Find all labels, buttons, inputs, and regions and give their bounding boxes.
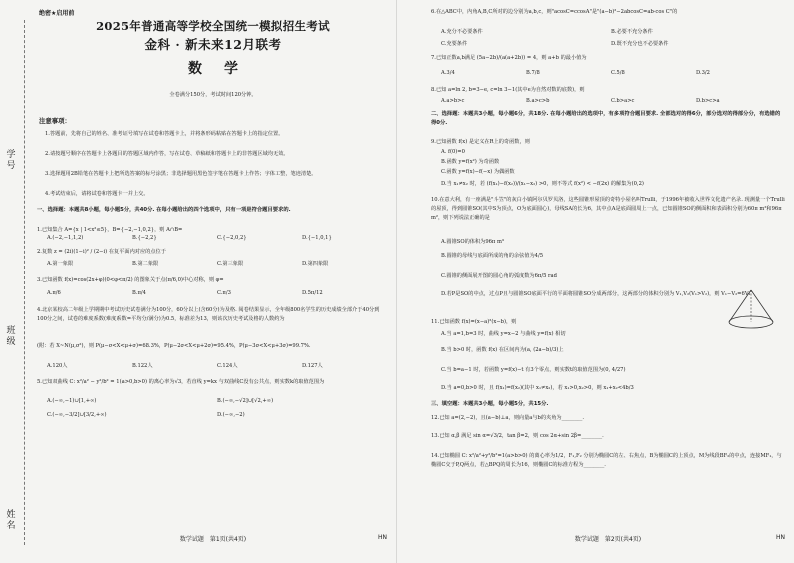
option-c: C.充要条件: [441, 41, 468, 47]
option-d: D.5π/12: [302, 290, 323, 296]
section-1-heading: 一、选择题：本题共8小题，每小题5分，共40分. 在每小题给出的四个选项中，只有一项是符合题目要求的.: [37, 207, 291, 213]
note-item: 2.请按题号顺序在答题卡上各题目的答题区域内作答，写在试卷、草稿纸和答题卡上的非答题区域均无效。: [45, 151, 289, 157]
option-d: D.127人: [302, 363, 323, 369]
option-c: C.5/8: [611, 70, 625, 76]
option-b: B.122人: [132, 363, 153, 369]
question-9-option-c: C.函数 y=f(x)−f(−x) 为偶函数: [441, 169, 515, 175]
option-b: B.a>c>b: [526, 98, 550, 104]
question-6-stem: 6.在△ABC中，内角A,B,C所对的边分别为a,b,c，则"acosC=ccosA"是"(a−b)²−2abcosC=ab·cos C"的: [431, 9, 678, 15]
left-page-footer: 数学试题 第1页(共4页): [179, 536, 247, 543]
option-b: B.7/8: [526, 70, 540, 76]
right-content: [429, 0, 787, 563]
option-a: A.120人: [47, 363, 68, 369]
option-a: A.π/6: [47, 290, 61, 296]
question-4-stem: 4.北京某校高二年级上学期期中考试历史试卷满分为100分，60分以上(含60分)为及格. 阅卷结果显示，全年级800名学生的历史成绩全部介于40分到100分之间，试卷的难度系数(难度系数=平均分/满分)为0.5，标准差为13，则该次历史考试及格的人数约为: [37, 307, 380, 322]
note-item: 4.考试结束后，请将试卷和答题卡一并上交。: [45, 191, 149, 197]
question-11-option-d: D.当 a=0,b>0 时，且 f(x₁)=f(x₂)(其中 x₁≠x₂)，若 x₁>0,x₂>0，则 x₁+x₂<4b/3: [441, 385, 634, 391]
exam-title: 2025年普通高等学校全国统一模拟招生考试: [96, 19, 330, 33]
seal-line: [24, 20, 25, 545]
question-3-stem: 3.已知函数 f(x)=cos(2x+φ)(0<φ<π/2) 的图象关于点(π/6,0)中心对称，则 φ=: [37, 277, 224, 283]
question-10-option-d: D.若P是SO的中点，过点P且与圆锥SO底面平行的平面将圆锥SO分成两部分，这两部分的体积分别为 V₁,V₂(V₁>V₂)，则 V₁−V₂=6V₁: [441, 291, 751, 297]
side-label-student-id: 学号: [6, 150, 16, 171]
question-14: 14.已知椭圆 C: x²/a²+y²/b²=1(a>b>0) 的离心率为1/2，F₁,F₂ 分别为椭圆C的左、右焦点，B为椭圆C的上顶点，M为线段BF₂的中点，连接MF₁，与椭圆C交于P,Q两点，若△BPQ的周长为16，则椭圆C的标准方程为________.: [431, 453, 782, 468]
option-c: C.π/3: [217, 290, 231, 296]
question-11-stem: 11.已知函数 f(x)=(x−a)²(x−b)，则: [431, 319, 517, 325]
question-8-stem: 8.已知 a=ln 2, b=3−e, c=ln 3−1(其中e为自然对数的底数)，则: [431, 87, 585, 93]
question-5-options-row1: [47, 398, 387, 407]
option-b: B.(−∞,−√2]∪[√2,+∞): [217, 398, 274, 404]
question-1-options: [47, 235, 387, 244]
option-b: B.第二象限: [132, 261, 159, 267]
side-label-class: 班级: [6, 326, 16, 347]
question-7-options: [441, 70, 781, 79]
question-13: 13.已知 α,β 满足 sin α=√3/2，tan β=2，则 cos 2α+sin 2β=________.: [431, 433, 604, 439]
option-d: D.3/2: [696, 70, 710, 76]
option-a: A.3/4: [441, 70, 455, 76]
note-item: 3.选择题用2B铅笔在答题卡上把所选答案的标号涂黑；非选择题用黑色签字笔在答题卡上作答；字体工整，笔迹清楚。: [45, 171, 317, 177]
question-1-stem: 1.已知集合 A={x | 1<x²≤5}，B={−2,−1,0,2}，则 A∩B=: [37, 227, 183, 233]
question-12: 12.已知 a=(2,−2)，且(a−b)⊥a，则向量a与b的夹角为________.: [431, 415, 585, 421]
left-page-code: HN: [378, 534, 387, 541]
question-7-stem: 7.已知正数a,b满足 (5a−2b)/(a(a+2b)) = 4，则 a+b 的最小值为: [431, 55, 587, 61]
question-9-option-d: D.当 x₁≠x₂ 时，若 (f(x₁)−f(x₂))/(x₁−x₂) >0，则不等式 f(x²) < −f(2x) 的解集为(0,2): [441, 181, 644, 187]
binding-strip: [0, 0, 30, 563]
question-2-stem: 2.复数 z = (2i)(1−i)² / (2−i) 在复平面内对应的点位于: [37, 249, 166, 255]
exam-subtitle: 金科 · 新未来12月联考: [144, 37, 282, 52]
section-3-heading: 三、填空题：本题共3小题，每小题5分，共15分.: [431, 401, 549, 407]
exam-meta: 全卷满分150分，考试时间120分钟。: [169, 92, 257, 98]
option-c: C.b>a>c: [611, 98, 635, 104]
question-10-option-b: B.圆锥的母线与底面所成的角的余弦值为4/5: [441, 253, 543, 259]
question-9-option-a: A. f(0)=0: [441, 149, 465, 155]
question-5-stem: 5.已知双曲线 C: x²/a² − y²/b² = 1(a>0,b>0) 的离心率为√3，若直线 y=kx 与双曲线C没有公共点，则实数k的取值范围为: [37, 379, 325, 385]
option-a: A.a>b>c: [441, 98, 465, 104]
right-page-footer: 数学试题 第2页(共4页): [574, 536, 642, 543]
question-11-option-a: A.当 a=1,b=3 时，曲线 y=x−2 与曲线 y=f(x) 相切: [441, 331, 566, 337]
note-item: 1.答题前，先将自己的姓名、准考证号填写在试卷和答题卡上，并将条形码粘贴在答题卡上的指定位置。: [45, 131, 284, 137]
question-3-options: [47, 290, 387, 299]
option-a: A.(−∞,−1)∪[1,+∞): [47, 398, 97, 404]
question-6-options-row2: [441, 40, 781, 49]
question-4-appendix: (附：若 X~N(μ,σ²)，则 P(μ−σ<X<μ+σ)=68.3%，P(μ−2σ<X<μ+2σ)=95.4%，P(μ−3σ<X<μ+3σ)=99.7%.: [37, 343, 311, 349]
option-d: D.(−∞,−2): [217, 412, 245, 418]
question-2-options: [47, 260, 387, 269]
option-b: B.π/4: [132, 290, 146, 296]
question-10-option-a: A.圆锥SO的体积为96π m³: [441, 239, 504, 245]
question-9-option-b: B.函数 y=f(x²) 为奇函数: [441, 159, 500, 165]
question-8-options: [441, 98, 781, 107]
option-d: D.既不充分也不必要条件: [611, 41, 669, 47]
option-a: A.第一象限: [47, 261, 74, 267]
subject-title: 数学: [188, 61, 260, 77]
question-11-option-c: C.当 b=a−1 时，若函数 y=f(x)−t 有3个零点，则实数t的取值范围为(0, 4/27): [441, 367, 626, 373]
right-page-code: HN: [776, 534, 785, 541]
option-c: C.(−∞,−3/2]∪[3/2,+∞): [47, 412, 107, 418]
page-right: [397, 0, 794, 563]
option-d: D.第四象限: [302, 261, 329, 267]
option-a: A.(−2,−1,1,2): [47, 235, 84, 241]
option-c: C.124人: [217, 363, 238, 369]
question-5-options-row2: [47, 412, 387, 421]
question-11-option-b: B.当 b>0 时，函数 f(x) 在区间内为(a, (2a−b)/3)上: [441, 347, 564, 353]
option-b: B.必要不充分条件: [611, 29, 653, 35]
option-c: C.第三象限: [217, 261, 244, 267]
option-d: D.{−1,0,1}: [302, 235, 332, 241]
notes-title: 注意事项：: [39, 117, 71, 125]
question-10-stem: 10.在意大利，有一座满是"斗笠"的灰白小镇阿尔贝罗贝洛，这些圆锥形屋顶的奇特小屋名叫Trulli，于1996年被收入世界文化遗产名录. 现测量一个Trulli的屋顶，得到圆锥SO(其中S为顶点，O为底面圆心)，母线SA的长为6，其中点A是底面圆周上一点，已知圆锥SO的侧面积和表面积分别为60π m²和96π m²，则下列说法正确的是: [431, 197, 785, 221]
question-4-options: [47, 362, 387, 371]
side-label-name: 姓名: [6, 510, 16, 531]
question-10-option-c: C.圆锥的侧面展开图的圆心角的弧度数为6π/5 rad: [441, 273, 557, 279]
question-6-options-row1: [441, 28, 781, 37]
left-content: [35, 0, 391, 563]
secret-label: 绝密★启用前: [39, 10, 75, 17]
option-b: B.{−2,2}: [132, 235, 157, 241]
question-9-stem: 9.已知函数 f(x) 是定义在R上的奇函数，则: [431, 139, 530, 145]
section-2-heading: 二、选择题：本题共3小题，每小题6分，共18分. 在每小题给出的选项中，有多项符合题目要求. 全部选对的得6分，部分选对的得部分分，有选错的得0分.: [431, 111, 781, 126]
option-d: D.b>c>a: [696, 98, 720, 104]
option-c: C.{−2,0,2}: [217, 235, 247, 241]
option-a: A.充分不必要条件: [441, 29, 483, 35]
